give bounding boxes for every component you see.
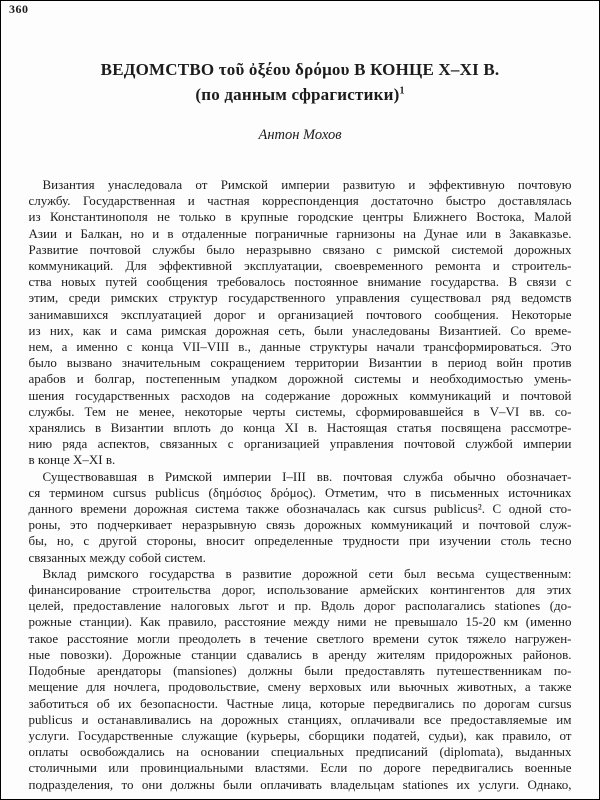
text-line: ства новых путей сообщения требовалось постоянное внимание государства. В связи с [28,274,572,290]
text-line: службу. Государственная и частная корреспонденция достаточно быстро доставлялась [28,193,572,209]
text-line: ся термином cursus publicus (δημόσιος δρόμος). Отметим, что в письменных источниках [28,484,572,500]
text-line: Азии и Балкан, но и в отдаленные пограничные гарнизоны на Дунае или в Закавказье. [28,225,572,241]
text-line: бы, но, с другой стороны, вносит определенные трудности при изучении столь тесно [28,533,572,549]
text-line: в конце X–XI в. [28,452,116,468]
text-line: Византия унаследовала от Римской империи развитую и эффективную почтовую [42,177,572,192]
text-line: службы. Тем не менее, некоторые черты системы, сформировавшейся в V–VI вв. со- [28,403,572,419]
text-line: шения государственных расходов на содержание дорожных коммуникаций и почтовой [28,387,572,403]
text-line: подразделения, то они должны были оплачивать владельцам stationes их услуги. Однако, [28,776,572,792]
text-line: рожные станции). Как правило, расстояние между ними не превышало 15-20 км (именно [28,614,572,630]
paragraph [29,469,572,566]
text-line: данного времени дорожная система также обозначалась как cursus publicus². С одной сто- [28,501,572,517]
text-line: оплаты освобождались на основании специальных предписаний (diplomata), выданных [28,744,572,760]
text-line: арабов и болгар, постепенным упадком дорожной системы и необходимостью умень- [28,371,572,387]
text-line: коммуникаций. Для эффективной эксплуатации, своевременного ремонта и строитель- [28,258,572,274]
paragraph [29,566,572,793]
text-line: publicus и останавливались на дорожных станциях, оплачивали все предоставляемые им [28,711,572,727]
article-title-line2 [1,82,599,107]
text-line: Существовавшая в Римской империи I–III вв. почтовая служба обычно обозначает- [42,468,572,484]
text-line: Подобные арендаторы (mansiones) должны были предоставлять путешественникам по- [28,663,572,679]
text-line: такое расстояние могли преодолеть в течение светлого времени суток тяжело нагружен- [28,630,572,646]
text-line: ные повозки). Дорожные станции сдавались в аренду жителям придорожных районов. [28,646,572,662]
text-line: Вклад римского государства в развитие дорожной сети был весьма существенным: [42,565,572,581]
article-body [29,177,572,793]
article-author: Антон Мохов [258,127,342,143]
article-title [1,57,599,107]
article-title-line1: ВЕДОМСТВО τοῦ ὀξέου δρόμου В КОНЦЕ X–XI В. [100,60,500,79]
text-line: из них, как и сама римская дорожная сеть, были унаследованы Византией. Со време- [28,322,572,338]
page-number: 360 [9,2,29,16]
text-line: хранялись в Византии вплоть до конца XI в. Настоящая статья посвящена рассмотре- [28,420,572,436]
text-line: финансирование строительства дорог, использование армейских контингентов для этих [28,582,572,598]
text-line: Развитие почтовой службы было неразрывно связано с римской системой дорожных [28,241,572,257]
text-line: целей, предоставление налоговых льгот и пр. Вдоль дорог располагались stationes (до- [28,598,572,614]
text-line: из Константинополя не только в крупные городские центры Ближнего Востока, Малой [28,209,572,225]
text-line: роны, это подчеркивает неразрывную связь дорожных коммуникаций и почтовой служ- [28,517,572,533]
paragraph [29,177,572,469]
text-line: услуги. Государственные служащие (курьеры, сборщики податей, судьи), как правило, от [28,727,572,743]
text-line: нию ряда аспектов, связанных с организацией управления почтовой службой империи [28,436,572,452]
text-line: связанных между собой систем. [28,549,206,565]
article-title-line2-text: (по данным сфрагистики) [195,85,400,104]
text-line: нем, а именно с конца VII–VIII в., данные структуры начали трансформироваться. Это [28,339,572,355]
text-line: мещение для ночлега, продовольствие, смену верховых или вьючных животных, а также [28,679,572,695]
text-line: этим, среди римских структур государственного управления существовал ряд ведомств [28,290,572,306]
title-footnote-marker: 1 [399,85,405,97]
text-line: столичными или провинциальными властями. Если по дороге передвигались военные [28,760,572,776]
text-line: заботиться об их безопасности. Частные лица, которые передвигались по дорогам cursus [28,695,572,711]
text-line: занимавшихся эксплуатацией дорог и организацией почтового сообщения. Некоторые [28,306,572,322]
text-line: было вызвано значительным сокращением территории Византии в период войн против [28,355,572,371]
